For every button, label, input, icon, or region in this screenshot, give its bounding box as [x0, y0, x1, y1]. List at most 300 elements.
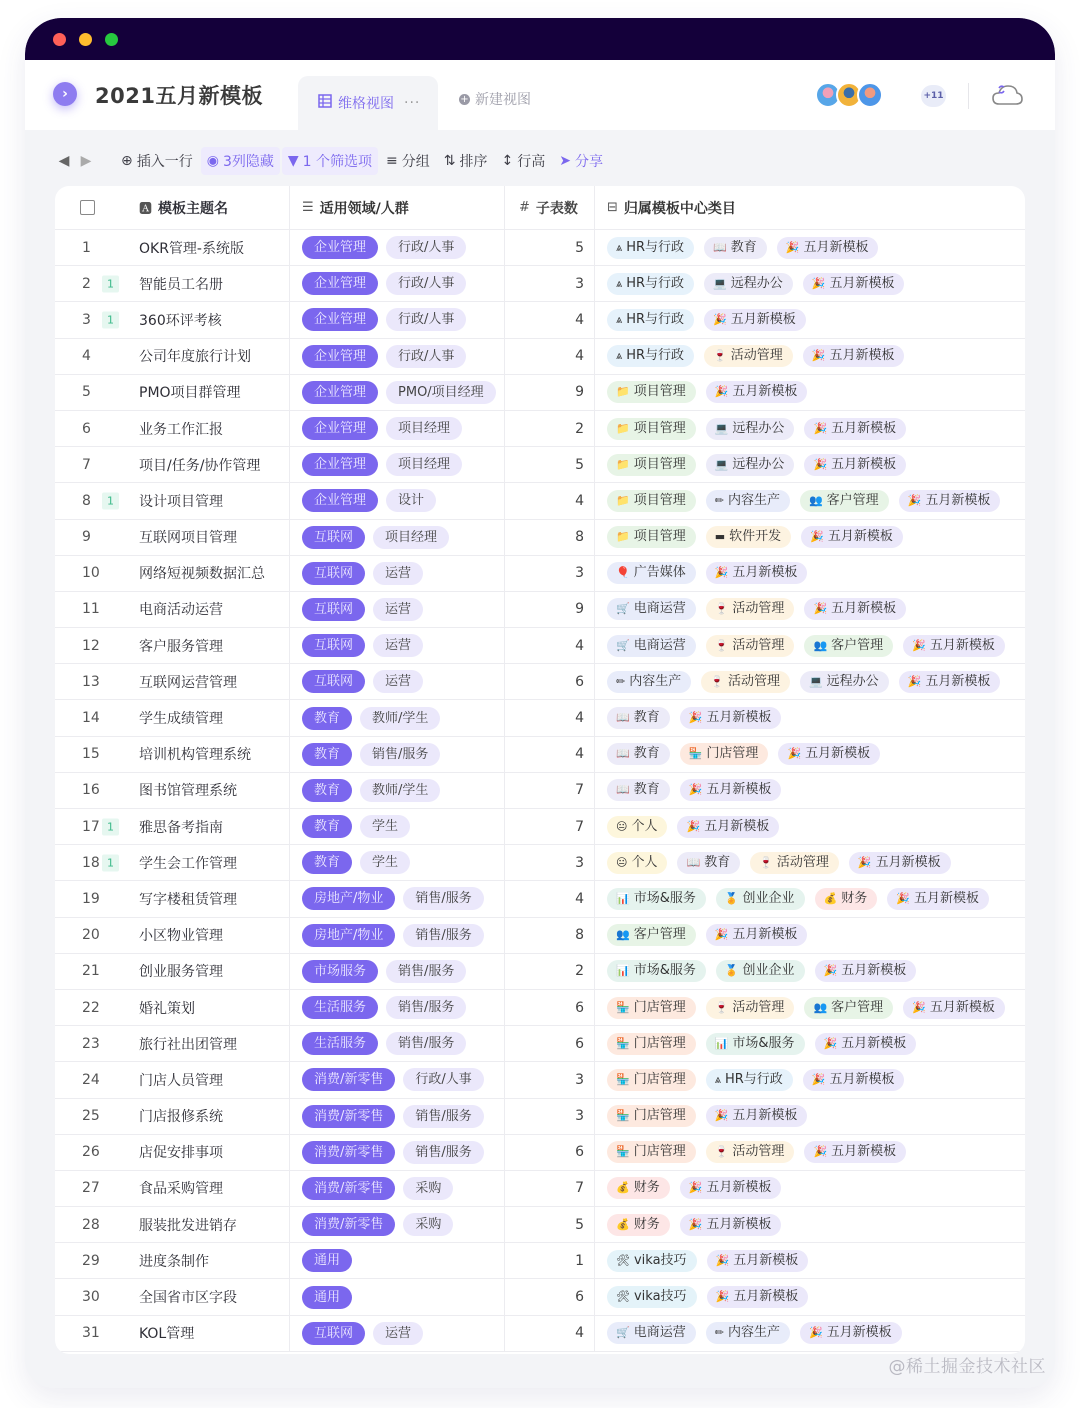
select-all-checkbox[interactable]	[80, 200, 95, 215]
row-number-cell	[55, 1026, 135, 1061]
category-tag	[800, 671, 889, 693]
sheet-count-cell[interactable]: 6	[505, 1135, 595, 1170]
template-name-cell[interactable]: 门店报修系统	[139, 1109, 223, 1126]
template-name-cell[interactable]: 设计项目管理	[139, 493, 223, 510]
field-cell[interactable]	[289, 266, 505, 301]
industry-tag: 教育	[302, 851, 352, 874]
template-name-cell[interactable]: 旅行社出团管理	[139, 1036, 237, 1053]
sheet-count-cell[interactable]: 2	[505, 411, 595, 446]
category-tag	[750, 852, 839, 874]
category-emoji-icon: 🏪	[616, 1000, 630, 1014]
sheet-count-cell[interactable]: 9	[505, 375, 595, 410]
tab-label: 维格视图	[338, 96, 394, 112]
category-tag	[706, 562, 808, 584]
sheet-count-cell[interactable]: 8	[505, 918, 595, 953]
audience-tag: 教师/学生	[360, 779, 440, 802]
category-cell[interactable]	[595, 1171, 1025, 1206]
template-name-cell[interactable]: 门店人员管理	[139, 1072, 223, 1089]
row-number-cell	[55, 447, 135, 482]
table-row[interactable]	[55, 411, 1025, 447]
category-cell[interactable]	[595, 447, 1025, 482]
category-cell[interactable]	[595, 375, 1025, 410]
category-label: 五月新模板	[732, 384, 798, 400]
sheet-count-cell[interactable]: 6	[505, 1026, 595, 1061]
table-row[interactable]	[55, 1135, 1025, 1171]
row-number-cell	[55, 809, 135, 844]
category-cell[interactable]	[595, 1243, 1025, 1278]
sheet-count-cell[interactable]: 4	[505, 339, 595, 374]
category-label: 客户管理	[826, 492, 879, 508]
table-row[interactable]	[55, 1316, 1025, 1352]
sheet-count-cell[interactable]: 5	[505, 230, 595, 265]
field-cell[interactable]	[289, 230, 505, 265]
category-emoji-icon: 💻	[808, 674, 823, 688]
template-name-cell[interactable]: 学生成绩管理	[139, 711, 223, 728]
audience-tag: 项目经理	[386, 453, 462, 476]
category-cell[interactable]	[595, 520, 1025, 555]
category-emoji-icon: 👥	[813, 1000, 828, 1014]
category-emoji-icon: 🎉	[823, 1036, 838, 1050]
category-emoji-icon: 📁	[616, 457, 630, 471]
category-label: 五月新模板	[803, 239, 869, 255]
column-header-name[interactable]: 🅰 模板主题名	[135, 186, 289, 229]
audience-tag: 销售/服务	[403, 887, 483, 910]
row-number-cell	[55, 700, 135, 735]
field-cell[interactable]	[289, 520, 505, 555]
table-row[interactable]	[55, 520, 1025, 556]
sheet-count-cell[interactable]: 4	[505, 881, 595, 916]
template-name-cell[interactable]: 婚礼策划	[139, 1000, 195, 1017]
category-cell[interactable]	[595, 809, 1025, 844]
category-tag	[706, 924, 808, 946]
field-cell[interactable]	[289, 1316, 505, 1351]
field-cell[interactable]	[289, 592, 505, 627]
category-cell[interactable]	[595, 918, 1025, 953]
category-label: 五月新模板	[706, 710, 772, 726]
category-tag	[680, 743, 769, 765]
category-emoji-icon: 📁	[616, 385, 630, 399]
table-row[interactable]	[55, 447, 1025, 483]
table-row[interactable]	[55, 700, 1025, 736]
template-name-cell[interactable]: 客户服务管理	[139, 638, 223, 655]
template-name-cell[interactable]: 进度条制作	[139, 1253, 209, 1270]
scrollbar-track[interactable]	[1027, 186, 1055, 1354]
close-window-button[interactable]	[53, 33, 66, 46]
category-cell[interactable]	[595, 1026, 1025, 1061]
row-number: 1	[82, 239, 91, 256]
field-cell[interactable]	[289, 483, 505, 518]
category-emoji-icon: ⩓	[714, 1072, 721, 1086]
row-number: 7	[82, 456, 91, 473]
table-row[interactable]	[55, 266, 1025, 302]
category-tag	[607, 490, 696, 512]
sheet-count-cell[interactable]: 2	[505, 954, 595, 989]
category-label: 门店管理	[633, 999, 686, 1015]
category-cell[interactable]	[595, 302, 1025, 337]
template-name-cell[interactable]: 360环评考核	[139, 312, 222, 329]
row-number: 5	[82, 384, 91, 401]
industry-tag: 互联网	[302, 562, 365, 585]
field-cell[interactable]	[289, 1062, 505, 1097]
sheet-count-cell[interactable]: 7	[505, 773, 595, 808]
template-name-cell[interactable]: KOL管理	[139, 1326, 195, 1343]
table-row[interactable]	[55, 1026, 1025, 1062]
field-cell[interactable]	[289, 845, 505, 880]
row-number-cell	[55, 845, 135, 880]
category-tag	[849, 852, 951, 874]
category-label: 客户管理	[831, 999, 884, 1015]
row-number: 2	[82, 275, 91, 292]
sheet-count-cell[interactable]: 6	[505, 1279, 595, 1314]
row-number: 3	[82, 311, 91, 328]
category-cell[interactable]	[595, 1279, 1025, 1314]
table-row[interactable]	[55, 1207, 1025, 1243]
sheet-count-cell[interactable]: 4	[505, 1316, 595, 1351]
industry-tag: 市场服务	[302, 960, 378, 983]
category-cell[interactable]	[595, 990, 1025, 1025]
category-emoji-icon: 🎉	[823, 964, 838, 978]
field-cell[interactable]	[289, 628, 505, 663]
table-row[interactable]	[55, 845, 1025, 881]
industry-tag: 企业管理	[302, 417, 378, 440]
sheet-count-cell[interactable]: 6	[505, 990, 595, 1025]
table-row[interactable]	[55, 339, 1025, 375]
table-row[interactable]	[55, 1099, 1025, 1135]
category-cell[interactable]	[595, 1316, 1025, 1351]
field-cell[interactable]	[289, 1279, 505, 1314]
sheet-count-cell[interactable]: 4	[505, 483, 595, 518]
row-number: 26	[82, 1144, 100, 1161]
sheet-count-cell[interactable]: 8	[505, 520, 595, 555]
expand-sidebar-button[interactable]	[53, 82, 77, 106]
sheet-count-cell[interactable]: 3	[505, 1099, 595, 1134]
table-row[interactable]	[55, 375, 1025, 411]
row-number-cell	[55, 1062, 135, 1097]
new-view-button[interactable]	[459, 89, 531, 109]
field-cell[interactable]	[289, 1026, 505, 1061]
filter-button[interactable]: ▼ 1 个筛选项	[282, 147, 378, 175]
column-header-category[interactable]: ⊟ 归属模板中心类目	[607, 200, 736, 217]
avatar[interactable]	[857, 82, 883, 108]
category-emoji-icon: 🎉	[688, 783, 703, 797]
template-name-cell[interactable]: 互联网项目管理	[139, 530, 237, 547]
comment-count-badge[interactable]: 1	[102, 818, 119, 835]
industry-tag: 房地产/物业	[302, 887, 395, 910]
category-label: 活动管理	[730, 348, 783, 364]
field-cell[interactable]	[289, 737, 505, 772]
table-row[interactable]	[55, 918, 1025, 954]
category-emoji-icon: 🛒	[616, 638, 630, 652]
sort-button[interactable]: ⇅ 排序	[443, 153, 488, 170]
table-row[interactable]	[55, 556, 1025, 592]
audience-tag: 行政/人事	[386, 345, 466, 368]
field-cell[interactable]	[289, 1243, 505, 1278]
category-label: 五月新模板	[829, 1071, 895, 1087]
category-cell[interactable]	[595, 1099, 1025, 1134]
category-cell[interactable]	[595, 230, 1025, 265]
sheet-count-cell[interactable]: 5	[505, 1207, 595, 1242]
row-number: 31	[82, 1325, 100, 1342]
category-emoji-icon: ⩓	[616, 240, 623, 254]
category-cell[interactable]	[595, 1062, 1025, 1097]
category-label: 教育	[633, 782, 660, 798]
template-name-cell[interactable]: 全国省市区字段	[139, 1290, 237, 1307]
category-label: HR与行政	[724, 1071, 783, 1087]
number-field-icon: #	[519, 200, 530, 215]
field-cell[interactable]	[289, 700, 505, 735]
category-cell[interactable]	[595, 737, 1025, 772]
sheet-count-cell[interactable]: 1	[505, 1243, 595, 1278]
category-tag	[804, 418, 906, 440]
template-name-cell[interactable]: 智能员工名册	[139, 276, 223, 293]
template-name-cell[interactable]: 小区物业管理	[139, 928, 223, 945]
more-options-icon[interactable]: ···	[404, 95, 421, 111]
eye-icon: ◉	[206, 153, 219, 169]
category-tag	[903, 997, 1005, 1019]
category-emoji-icon: ⩓	[616, 276, 623, 290]
row-number-cell	[55, 990, 135, 1025]
sheet-count-cell[interactable]: 3	[505, 556, 595, 591]
template-name-cell[interactable]: 创业服务管理	[139, 964, 223, 981]
category-emoji-icon: 💻	[714, 457, 729, 471]
watermark: @稀土掘金技术社区	[888, 1357, 1046, 1377]
category-label: 五月新模板	[826, 1325, 892, 1341]
table-row[interactable]	[55, 230, 1025, 266]
category-cell[interactable]	[595, 339, 1025, 374]
category-emoji-icon: 🍷	[713, 349, 727, 363]
category-emoji-icon: 🎉	[787, 747, 802, 761]
category-cell[interactable]	[595, 592, 1025, 627]
category-emoji-icon: 👥	[616, 928, 630, 942]
template-name-cell[interactable]: 项目/任务/协作管理	[139, 457, 261, 474]
table-row[interactable]	[55, 664, 1025, 700]
category-cell[interactable]	[595, 664, 1025, 699]
comment-count-badge[interactable]: 1	[102, 311, 119, 328]
category-tag	[803, 345, 905, 367]
sheet-count-cell[interactable]: 7	[505, 809, 595, 844]
sheet-count-cell[interactable]: 5	[505, 447, 595, 482]
field-cell[interactable]	[289, 881, 505, 916]
category-emoji-icon: 🎉	[688, 711, 703, 725]
field-cell[interactable]	[289, 1207, 505, 1242]
category-cell[interactable]	[595, 773, 1025, 808]
sheet-count-cell[interactable]: 3	[505, 1062, 595, 1097]
template-name-cell[interactable]: 食品采购管理	[139, 1181, 223, 1198]
field-cell[interactable]	[289, 773, 505, 808]
field-cell[interactable]	[289, 1135, 505, 1170]
field-cell[interactable]	[289, 918, 505, 953]
sheet-count-cell[interactable]: 3	[505, 845, 595, 880]
row-number-cell	[55, 918, 135, 953]
table-row[interactable]	[55, 1062, 1025, 1098]
field-cell[interactable]	[289, 375, 505, 410]
collaborator-avatars[interactable]	[820, 82, 883, 108]
category-label: 项目管理	[633, 492, 686, 508]
more-collaborators-badge[interactable]: +11	[921, 85, 946, 107]
group-button[interactable]: ≡ 分组	[386, 153, 430, 170]
redo-icon[interactable]: ▶	[80, 153, 92, 169]
audience-tag: 行政/人事	[386, 308, 466, 331]
row-number: 13	[82, 673, 100, 690]
category-cell[interactable]	[595, 628, 1025, 663]
field-cell[interactable]	[289, 954, 505, 989]
category-emoji-icon: 🎉	[688, 1217, 703, 1231]
template-name-cell[interactable]: 培训机构管理系统	[139, 747, 251, 764]
row-number: 18	[82, 854, 100, 871]
template-name-cell[interactable]: 学生会工作管理	[139, 855, 237, 872]
table-row[interactable]	[55, 302, 1025, 338]
category-tag	[800, 490, 889, 512]
category-tag	[701, 671, 790, 693]
template-name-cell[interactable]: 店促安排事项	[139, 1145, 223, 1162]
template-name-cell[interactable]: 写字楼租赁管理	[139, 891, 237, 908]
category-cell[interactable]	[595, 411, 1025, 446]
sheet-count-cell[interactable]: 6	[505, 664, 595, 699]
template-name-cell[interactable]: 图书馆管理系统	[139, 783, 237, 800]
template-name-cell[interactable]: 公司年度旅行计划	[139, 349, 251, 366]
category-cell[interactable]	[595, 556, 1025, 591]
table-row[interactable]	[55, 1279, 1025, 1315]
sheet-count-cell[interactable]: 4	[505, 700, 595, 735]
table-row[interactable]	[55, 881, 1025, 917]
category-emoji-icon: 😐	[616, 819, 628, 833]
row-height-button[interactable]: ↕ 行高	[501, 153, 546, 170]
category-label: 五月新模板	[929, 999, 995, 1015]
template-name-cell[interactable]: PMO项目群管理	[139, 385, 241, 402]
category-emoji-icon: 🎉	[688, 1181, 703, 1195]
table-row[interactable]	[55, 954, 1025, 990]
hidden-fields-button[interactable]: ◉ 3列隐藏	[201, 147, 280, 175]
template-name-cell[interactable]: 网络短视频数据汇总	[139, 566, 265, 583]
category-label: 门店管理	[633, 1144, 686, 1160]
audience-tag: 销售/服务	[403, 1105, 483, 1128]
table-row[interactable]	[55, 1243, 1025, 1279]
column-header-field[interactable]: ☰ 适用领域/人群	[289, 186, 505, 229]
category-label: 五月新模板	[831, 601, 897, 617]
maximize-window-button[interactable]	[105, 33, 118, 46]
table-row[interactable]	[55, 773, 1025, 809]
sheet-count-cell[interactable]: 4	[505, 628, 595, 663]
category-label: 教育	[633, 710, 660, 726]
sheet-count-cell[interactable]: 3	[505, 266, 595, 301]
category-tag	[680, 779, 782, 801]
field-cell[interactable]	[289, 1099, 505, 1134]
category-emoji-icon: 🎉	[813, 457, 828, 471]
template-name-cell[interactable]: 电商活动运营	[139, 602, 223, 619]
link-field-icon: ⊟	[607, 200, 618, 215]
category-cell[interactable]	[595, 1135, 1025, 1170]
sheet-count-cell[interactable]: 4	[505, 737, 595, 772]
template-name-cell[interactable]: 业务工作汇报	[139, 421, 223, 438]
undo-icon[interactable]: ◀	[58, 153, 70, 169]
category-label: 内容生产	[727, 492, 780, 508]
category-label: 电商运营	[633, 637, 686, 653]
category-cell[interactable]	[595, 483, 1025, 518]
category-emoji-icon: 📊	[616, 891, 630, 905]
template-name-cell[interactable]: OKR管理-系统版	[139, 240, 244, 257]
field-cell[interactable]	[289, 990, 505, 1025]
field-cell[interactable]	[289, 809, 505, 844]
plus-circle-icon: +	[460, 93, 469, 105]
category-tag	[677, 816, 779, 838]
category-emoji-icon: 💻	[714, 421, 729, 435]
table-row[interactable]	[55, 592, 1025, 628]
comment-count-badge[interactable]: 1	[102, 275, 119, 292]
field-cell[interactable]	[289, 664, 505, 699]
column-header-count[interactable]: # 子表数	[505, 186, 595, 229]
industry-tag: 教育	[302, 743, 352, 766]
template-name-cell[interactable]: 服装批发进销存	[139, 1217, 237, 1234]
field-cell[interactable]	[289, 556, 505, 591]
field-cell[interactable]	[289, 411, 505, 446]
row-number: 12	[82, 637, 100, 654]
audience-tag: 销售/服务	[386, 1032, 466, 1055]
category-label: 五月新模板	[827, 529, 893, 545]
sheet-count-cell[interactable]: 9	[505, 592, 595, 627]
row-number-cell	[55, 339, 135, 374]
category-cell[interactable]	[595, 954, 1025, 989]
category-cell[interactable]	[595, 700, 1025, 735]
category-label: 客户管理	[831, 637, 884, 653]
category-cell[interactable]	[595, 881, 1025, 916]
category-emoji-icon: 🎉	[714, 1109, 729, 1123]
category-label: 五月新模板	[831, 456, 897, 472]
category-tag	[899, 490, 1001, 512]
sheet-count-cell[interactable]: 4	[505, 302, 595, 337]
audience-tag: 运营	[373, 562, 423, 585]
table-row[interactable]	[55, 483, 1025, 519]
field-cell[interactable]	[289, 302, 505, 337]
category-emoji-icon: 🎉	[907, 674, 922, 688]
field-cell[interactable]	[289, 339, 505, 374]
row-number-cell	[55, 1099, 135, 1134]
share-icon: ➤	[559, 153, 571, 169]
category-tag	[607, 1069, 696, 1091]
table-row[interactable]	[55, 737, 1025, 773]
field-cell[interactable]	[289, 447, 505, 482]
table-row[interactable]	[55, 628, 1025, 664]
audience-tag: PMO/项目经理	[386, 381, 496, 404]
category-emoji-icon: 🏪	[616, 1145, 630, 1159]
comment-count-badge[interactable]: 1	[102, 854, 119, 871]
table-row[interactable]	[55, 990, 1025, 1026]
comment-count-badge[interactable]: 1	[102, 492, 119, 509]
sort-icon: ⇅	[443, 153, 456, 169]
cloud-sync-icon[interactable]	[991, 82, 1023, 108]
audience-tag: 运营	[373, 634, 423, 657]
category-cell[interactable]	[595, 266, 1025, 301]
category-emoji-icon: 🍷	[714, 638, 729, 652]
category-emoji-icon: 💰	[616, 1217, 630, 1231]
tab-grid-view[interactable]	[298, 76, 438, 130]
audience-tag: 采购	[403, 1213, 453, 1236]
category-cell[interactable]	[595, 1207, 1025, 1242]
template-name-cell[interactable]: 互联网运营管理	[139, 674, 237, 691]
table-row[interactable]	[55, 809, 1025, 845]
minimize-window-button[interactable]	[79, 33, 92, 46]
category-tag	[607, 1214, 670, 1236]
field-cell[interactable]	[289, 1171, 505, 1206]
share-button[interactable]: ➤ 分享	[559, 153, 603, 170]
category-tag	[804, 635, 893, 657]
insert-row-button[interactable]: ⊕ 插入一行	[121, 153, 193, 170]
table-row[interactable]	[55, 1171, 1025, 1207]
category-cell[interactable]	[595, 845, 1025, 880]
category-emoji-icon: ▬	[714, 530, 726, 544]
sheet-count-cell[interactable]: 7	[505, 1171, 595, 1206]
industry-tag: 互联网	[302, 634, 365, 657]
template-name-cell[interactable]: 雅思备考指南	[139, 819, 223, 836]
